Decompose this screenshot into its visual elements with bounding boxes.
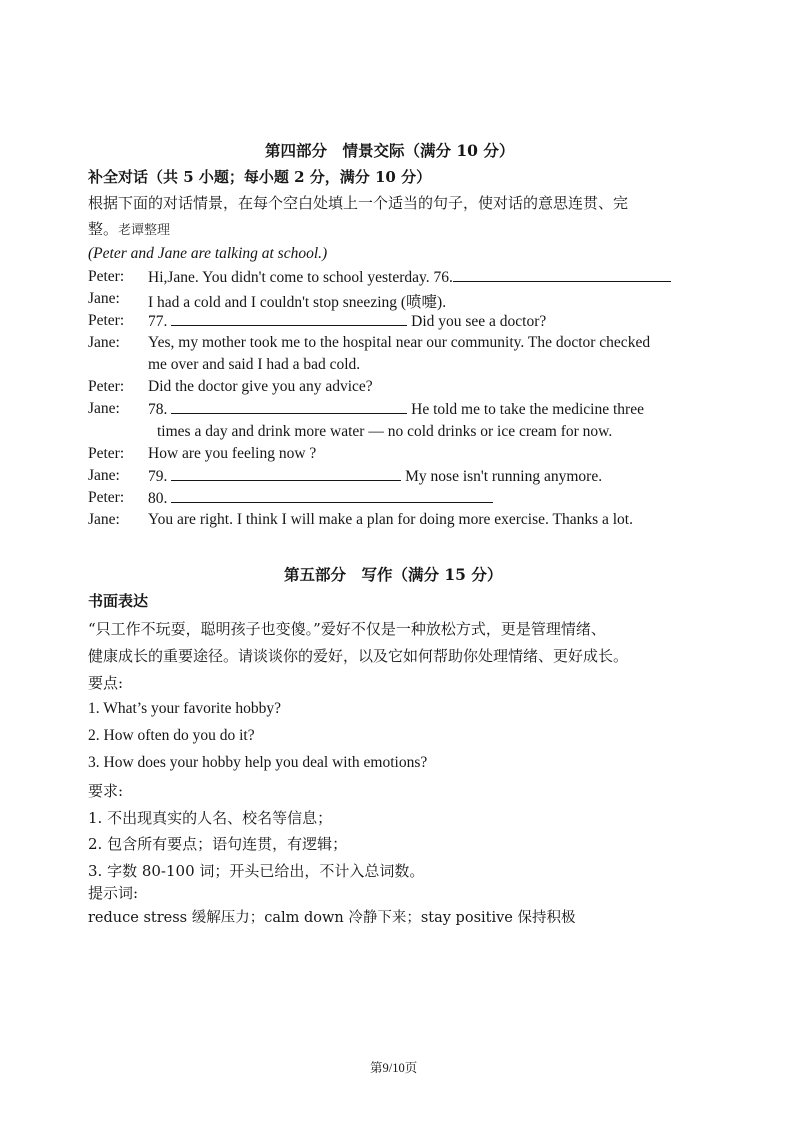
line-text: Did you see a doctor? [407,313,547,330]
requirements-label: 要求: [88,782,124,800]
dialogue-scene: (Peter and Jane are talking at school.) [88,245,328,262]
requirement-item: 1. 不出现真实的人名、校名等信息； [88,809,333,827]
hints-label: 提示词: [88,884,139,902]
dialogue-line-6-cont: times a day and drink more water — no cold drinks or ice cream for now. [157,423,613,440]
part5-prompt-line2: 健康成长的重要途径。请谈谈你的爱好，以及它如何帮助你处理情绪、更好成长。 [88,647,629,665]
answer-blank-79[interactable] [171,467,401,481]
points-label: 要点: [88,674,124,692]
part5-subtitle: 书面表达 [88,592,149,610]
answer-blank-77[interactable] [171,312,407,326]
part5-title: 第五部分 写作（满分 15 分） [284,565,503,584]
part4-title: 第四部分 情景交际（满分 10 分） [265,141,515,160]
point-item: 3. How does your hobby help you deal with emotions? [88,754,428,771]
answer-blank-80[interactable] [171,489,493,503]
line-text: 80. [148,490,168,507]
speaker-label: Peter: [88,489,125,506]
speaker-label: Peter: [88,268,125,285]
dialogue-line-7: How are you feeling now ? [148,445,317,462]
point-item: 2. How often do you do it? [88,727,255,744]
line-text: 78. [148,401,168,418]
line-text: Hi,Jane. You didn't come to school yesterday. 76. [148,269,453,286]
answer-blank-78[interactable] [171,400,407,414]
answer-blank-76[interactable] [453,268,671,282]
dialogue-line-5: Did the doctor give you any advice? [148,378,373,395]
part5-prompt-line1: “只工作不玩耍，聪明孩子也变傻。”爱好不仅是一种放松方式，更是管理情绪、 [88,620,606,638]
requirement-item: 3. 字数 80-100 词；开头已给出，不计入总词数。 [88,862,425,880]
speaker-label: Peter: [88,378,125,395]
part4-instruction-line2 [88,218,170,239]
speaker-label: Jane: [88,511,120,528]
line-text: 79. [148,468,168,485]
speaker-label: Jane: [88,467,120,484]
instruction-end: 整。 [88,220,119,238]
line-text: 77. [148,313,168,330]
speaker-label: Peter: [88,312,125,329]
dialogue-line-9 [148,489,493,508]
part4-subtitle: 补全对话（共 5 小题；每小题 2 分，满分 10 分） [88,168,432,186]
speaker-label: Peter: [88,445,125,462]
dialogue-line-1 [148,268,671,287]
line-text: He told me to take the medicine three [407,401,644,418]
organizer-note: 老谭整理 [118,223,171,238]
speaker-label: Jane: [88,400,120,417]
page-number: 第9/10页 [370,1061,418,1075]
speaker-label: Jane: [88,334,120,351]
dialogue-line-10: You are right. I think I will make a plan for doing more exercise. Thanks a lot. [148,511,633,528]
dialogue-line-8 [148,467,602,486]
speaker-label: Jane: [88,290,120,307]
requirement-item: 2. 包含所有要点；语句连贯，有逻辑； [88,835,348,853]
part4-instruction-line1: 根据下面的对话情景，在每个空白处填上一个适当的句子，使对话的意思连贯、完 [88,194,629,212]
dialogue-line-4-cont: me over and said I had a bad cold. [148,356,361,373]
dialogue-line-3 [148,312,546,331]
point-item: 1. What’s your favorite hobby? [88,700,281,717]
hint-words: reduce stress 缓解压力；calm down 冷静下来；stay positive 保持积极 [88,910,576,926]
dialogue-line-4: Yes, my mother took me to the hospital near our community. The doctor checked [148,334,651,351]
dialogue-line-2: I had a cold and I couldn't stop sneezing (喷嚏). [148,294,447,311]
dialogue-line-6 [148,400,644,419]
line-text: My nose isn't running anymore. [401,468,603,485]
